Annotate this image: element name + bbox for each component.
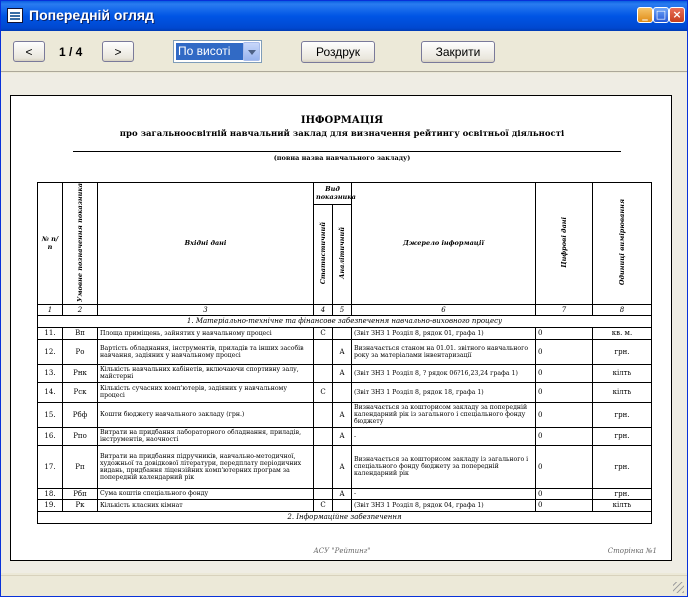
row-anal: [333, 382, 352, 402]
row-value: 0: [536, 339, 593, 364]
row-num: 13.: [38, 364, 63, 382]
maximize-icon: □: [655, 8, 667, 21]
row-anal: [333, 499, 352, 511]
col-number: 8: [593, 304, 652, 315]
chevron-down-icon[interactable]: [243, 42, 260, 61]
row-anal: [333, 327, 352, 339]
row-data: Витрати на придбання підручників, навчально-методичної, художньої та довідкової літератури, передплату періодичних видань, придбання ліцензійних комп'ютерних програм за попередній календарний рік: [98, 445, 314, 488]
col-number: 7: [536, 304, 593, 315]
row-num: 11.: [38, 327, 63, 339]
section-row: [38, 315, 652, 327]
status-bar: [1, 575, 687, 596]
row-code: Рнк: [63, 364, 98, 382]
row-source: (Звіт ЗНЗ 1 Розділ 8, ? рядок 06?16,23,24 графа 1): [352, 364, 536, 382]
section-row: [38, 511, 652, 523]
row-source: Визначається станом на 01.01. звітного навчального року за матеріалами інвентаризації: [352, 339, 536, 364]
zoom-select[interactable]: [173, 40, 262, 63]
row-data: Сума коштів спеціального фонду: [98, 488, 314, 499]
section-title: 2. Інформаційне забезпечення: [38, 511, 652, 523]
row-stat: С: [314, 382, 333, 402]
row-stat: С: [314, 499, 333, 511]
close-window-button[interactable]: [669, 7, 685, 23]
column-number-row: [38, 304, 652, 315]
header-data: [98, 183, 314, 305]
row-unit: грн.: [593, 339, 652, 364]
report-subtitle: про загальноосвітній навчальний заклад для визначення рейтингу освітньої діяльності: [119, 129, 565, 139]
row-unit: грн.: [593, 402, 652, 427]
row-anal: А: [333, 364, 352, 382]
row-anal: А: [333, 427, 352, 445]
row-unit: грн.: [593, 427, 652, 445]
minimize-button[interactable]: [637, 7, 653, 23]
resize-grip-icon[interactable]: [673, 582, 684, 593]
row-value: 0: [536, 364, 593, 382]
close-button[interactable]: Закрити: [421, 41, 495, 63]
col-number: 2: [63, 304, 98, 315]
row-data: Кількість навчальних кабінетів, включаючи спортивну залу, майстерні: [98, 364, 314, 382]
row-code: Рк: [63, 499, 98, 511]
row-stat: [314, 339, 333, 364]
footer-app-name: АСУ "Рейтинг": [313, 547, 371, 555]
row-stat: [314, 402, 333, 427]
row-num: 17.: [38, 445, 63, 488]
row-num: 14.: [38, 382, 63, 402]
row-data: Кошти бюджету навчального закладу (грн.): [98, 402, 314, 427]
table-row: [38, 488, 652, 499]
row-unit: грн.: [593, 488, 652, 499]
header-value: [536, 183, 593, 305]
header-data-text: Вхідні дані: [184, 239, 227, 248]
row-data: Кількість сучасних комп'ютерів, задіяних у навчальному процесі: [98, 382, 314, 402]
row-data: Кількість класних кімнат: [98, 499, 314, 511]
row-num: 19.: [38, 499, 63, 511]
page-indicator: 1 / 4: [59, 45, 83, 59]
report-title: ІНФОРМАЦІЯ: [300, 115, 384, 126]
header-unit: [593, 183, 652, 305]
row-code: Вп: [63, 327, 98, 339]
row-source: (Звіт ЗНЗ 1 Розділ 8, рядок 18, графа 1): [352, 382, 536, 402]
header-unit-text: Одиниці вимірювання: [618, 199, 626, 286]
row-anal: А: [333, 488, 352, 499]
row-num: 18.: [38, 488, 63, 499]
row-value: 0: [536, 445, 593, 488]
col-number: 6: [352, 304, 536, 315]
title-bar[interactable]: [1, 1, 687, 31]
prev-page-button[interactable]: <: [13, 41, 45, 62]
row-code: Рск: [63, 382, 98, 402]
window-title: Попередній огляд: [29, 7, 154, 23]
app-icon: [7, 8, 23, 23]
row-value: 0: [536, 382, 593, 402]
row-anal: А: [333, 339, 352, 364]
row-stat: С: [314, 327, 333, 339]
header-stat: [314, 204, 333, 304]
table-row: [38, 327, 652, 339]
row-source: (Звіт ЗНЗ 1 Розділ 8, рядок 01, графа 1): [352, 327, 536, 339]
header-source-text: Джерело інформації: [403, 239, 484, 248]
header-num: [38, 183, 63, 305]
report-page: [10, 95, 672, 561]
row-num: 12.: [38, 339, 63, 364]
row-data: Вартість обладнання, інструментів, приладів та інших засобів навчання, задіяних у навчальному процесі: [98, 339, 314, 364]
toolbar: [1, 31, 687, 71]
row-unit: кілть: [593, 499, 652, 511]
row-source: (Звіт ЗНЗ 1 Розділ 8, рядок 04, графа 1): [352, 499, 536, 511]
close-icon: ×: [672, 8, 682, 21]
header-anal-text: Аналітичний: [338, 227, 346, 280]
row-num: 15.: [38, 402, 63, 427]
row-data: Витрати на придбання лабораторного обладнання, приладів, інструментів, наочності: [98, 427, 314, 445]
toolbar-divider: [1, 71, 687, 72]
row-stat: [314, 427, 333, 445]
footer-page-number: Сторінка №1: [607, 547, 657, 555]
row-code: Рпо: [63, 427, 98, 445]
row-stat: [314, 445, 333, 488]
col-number: 4: [314, 304, 333, 315]
preview-area[interactable]: [1, 73, 687, 573]
zoom-select-value: По висоті: [176, 43, 243, 60]
row-code: Рбф: [63, 402, 98, 427]
table-row: [38, 427, 652, 445]
row-value: 0: [536, 402, 593, 427]
school-name-line: [73, 151, 621, 152]
row-anal: А: [333, 402, 352, 427]
row-unit: грн.: [593, 445, 652, 488]
row-unit: кілть: [593, 364, 652, 382]
section-title: 1. Матеріально-технічне та фінансове забезпечення навчально-виховного процесу: [38, 315, 652, 327]
header-stat-text: Статистичний: [319, 222, 327, 285]
row-unit: кілть: [593, 382, 652, 402]
school-name-caption: (повна назва навчального закладу): [273, 154, 411, 162]
row-code: Рп: [63, 445, 98, 488]
row-anal: А: [333, 445, 352, 488]
row-source: -: [352, 427, 536, 445]
header-type-group: [314, 183, 356, 205]
header-code-text: Умовне позначення показника: [76, 183, 84, 302]
row-source: -: [352, 488, 536, 499]
table-row: [38, 339, 652, 364]
header-num-text: № п/п: [41, 235, 59, 252]
row-code: Рбп: [63, 488, 98, 499]
row-value: 0: [536, 427, 593, 445]
table-row: [38, 402, 652, 427]
next-page-button[interactable]: >: [102, 41, 134, 62]
row-num: 16.: [38, 427, 63, 445]
row-value: 0: [536, 488, 593, 499]
table-row: [38, 445, 652, 488]
row-unit: кв. м.: [593, 327, 652, 339]
header-anal: [333, 204, 352, 304]
header-value-text: Цифрові дані: [560, 217, 568, 268]
row-data: Площа приміщень, зайнятих у навчальному процесі: [98, 327, 314, 339]
header-source: [352, 183, 536, 305]
report-table: [37, 182, 652, 524]
col-number: 5: [333, 304, 352, 315]
row-code: Ро: [63, 339, 98, 364]
row-source: Визначається за кошторисом закладу за попередній календарний рік із загального і спеціального фонду бюджету: [352, 402, 536, 427]
col-number: 3: [98, 304, 314, 315]
row-value: 0: [536, 327, 593, 339]
header-code: [63, 183, 98, 305]
header-type-group-text: Вид показника: [316, 185, 356, 202]
row-source: Визначається за кошторисом закладу із загального і спеціального фонду бюджету за попередній календарний рік: [352, 445, 536, 488]
table-row: [38, 364, 652, 382]
table-row: [38, 382, 652, 402]
minimize-icon: _: [642, 8, 648, 21]
row-stat: [314, 364, 333, 382]
col-number: 1: [38, 304, 63, 315]
row-stat: [314, 488, 333, 499]
print-button[interactable]: Роздрук: [301, 41, 375, 63]
maximize-button[interactable]: [653, 7, 669, 23]
table-row: [38, 499, 652, 511]
row-value: 0: [536, 499, 593, 511]
